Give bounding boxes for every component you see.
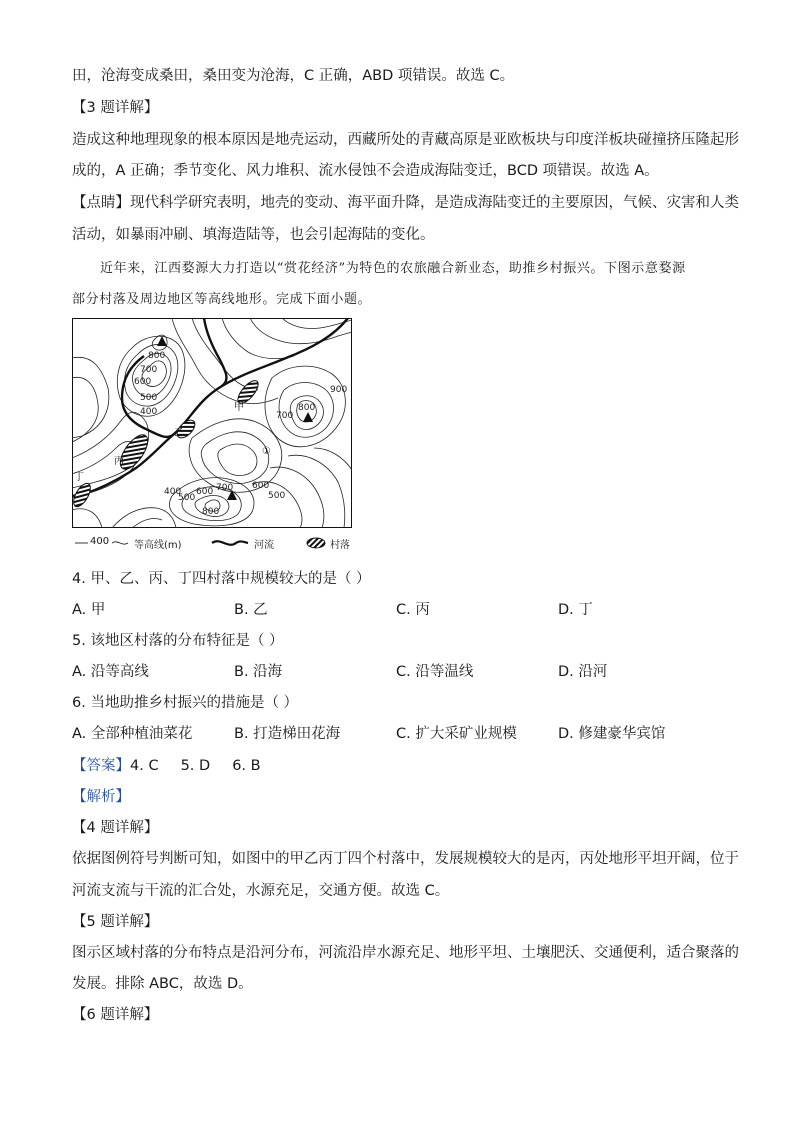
answer-line (72, 754, 261, 775)
tip-text: 现代科学研究表明，地壳的变动、海平面升降，是造成海陆变迁的主要原因，气候、灾害和人类 (130, 195, 739, 211)
text-line: 依据图例符号判断可知，如图中的甲乙丙丁四个村落中，发展规模较大的是丙，丙处地形平坦开阔，位于 (72, 851, 739, 867)
question-6-stem: 6. 当地助推乡村振兴的措施是（ ） (72, 695, 299, 711)
tip-label: 【点睛】 (72, 195, 130, 211)
marker-label: ① (262, 446, 271, 457)
legend-river-label: 河流 (254, 540, 274, 551)
contour-label: 700 (216, 483, 234, 493)
answer-item: 4. C (130, 758, 159, 774)
text-line: 河流支流与干流的汇合处，水源充足，交通方便。故选 C。 (72, 883, 450, 899)
contour-map (72, 318, 352, 528)
section-heading-q4: 【4 题详解】 (72, 820, 159, 836)
village-label-yi: 乙 (174, 428, 184, 439)
section-heading-q6: 【6 题详解】 (72, 1007, 159, 1023)
q6-option-c[interactable]: C. 扩大采矿业规模 (396, 726, 517, 742)
question-5-stem: 5. 该地区村落的分布特征是（ ） (72, 633, 284, 649)
q4-option-c[interactable]: C. 丙 (396, 602, 430, 618)
contour-label: 800 (202, 507, 220, 517)
contour-label: 600 (134, 377, 152, 387)
text-line: 图示区域村落的分布特点是沿河分布，河流沿岸水源充足、地形平坦、土壤肥沃、交通便利，适合聚落的 (72, 945, 739, 961)
contour-label: 700 (276, 411, 294, 421)
answer-item: 5. D (180, 758, 211, 774)
contour-label: 500 (268, 491, 286, 501)
q5-option-a[interactable]: A. 沿等高线 (72, 664, 149, 680)
text-line: 造成这种地理现象的根本原因是地壳运动，西藏所处的青藏高原是亚欧板块与印度洋板块碰撞挤压隆起形 (72, 132, 739, 148)
village-label-bing: 丙 (114, 456, 124, 467)
q4-option-a[interactable]: A. 甲 (72, 602, 106, 618)
legend-contour-value: 400 (90, 536, 110, 547)
q5-option-b[interactable]: B. 沿海 (234, 664, 283, 680)
q6-option-d[interactable]: D. 修建豪华宾馆 (558, 726, 666, 742)
contour-label: 900 (330, 385, 348, 395)
contour-label: 800 (298, 403, 316, 413)
section-heading-q5: 【5 题详解】 (72, 914, 159, 930)
question-4-stem: 4. 甲、乙、丙、丁四村落中规模较大的是（ ） (72, 571, 371, 587)
q4-option-b[interactable]: B. 乙 (234, 602, 268, 618)
q5-option-d[interactable]: D. 沿河 (558, 664, 608, 680)
legend-contour-label: 等高线(m) (134, 540, 182, 551)
q6-option-b[interactable]: B. 打造梯田花海 (234, 726, 341, 742)
contour-label: 500 (178, 493, 196, 503)
q5-option-c[interactable]: C. 沿等温线 (396, 664, 474, 680)
legend-symbols (72, 534, 362, 552)
text-line: 活动，如暴雨冲刷、填海造陆等，也会引起海陆的变化。 (72, 227, 435, 243)
section-heading-q3: 【3 题详解】 (72, 100, 159, 116)
q4-option-d[interactable]: D. 丁 (558, 602, 593, 618)
text-line: 发展。排除 ABC，故选 D。 (72, 976, 253, 992)
q6-option-a[interactable]: A. 全部种植油菜花 (72, 726, 193, 742)
contour-label: 600 (252, 481, 270, 491)
answer-label: 【答案】 (72, 758, 130, 774)
contour-label: 800 (148, 351, 166, 361)
contour-label: 600 (196, 487, 214, 497)
village-label-jia: 甲 (234, 402, 244, 413)
answer-item: 6. B (232, 758, 261, 774)
map-legend (72, 534, 362, 552)
intro-text: 近年来，江西婺源大力打造以“赏花经济”为特色的农旅融合新业态，助推乡村振兴。下图示意婺源 (100, 261, 686, 276)
tip-paragraph (72, 191, 739, 212)
text-line: 成的，A 正确；季节变化、风力堆积、流水侵蚀不会造成海陆变迁，BCD 项错误。故选 A。 (72, 163, 659, 179)
contour-label: 700 (140, 365, 158, 375)
contour-label: 400 (164, 487, 182, 497)
intro-text: 部分村落及周边地区等高线地形。完成下面小题。 (72, 292, 372, 307)
analysis-label: 【解析】 (72, 789, 130, 805)
village-label-ding: 丁 (74, 472, 84, 483)
contour-label: 500 (140, 393, 158, 403)
contour-label: 400 (140, 407, 158, 417)
text-line: 田，沧海变成桑田，桑田变为沧海，C 正确，ABD 项错误。故选 C。 (72, 68, 515, 84)
legend-village-label: 村落 (330, 540, 350, 551)
